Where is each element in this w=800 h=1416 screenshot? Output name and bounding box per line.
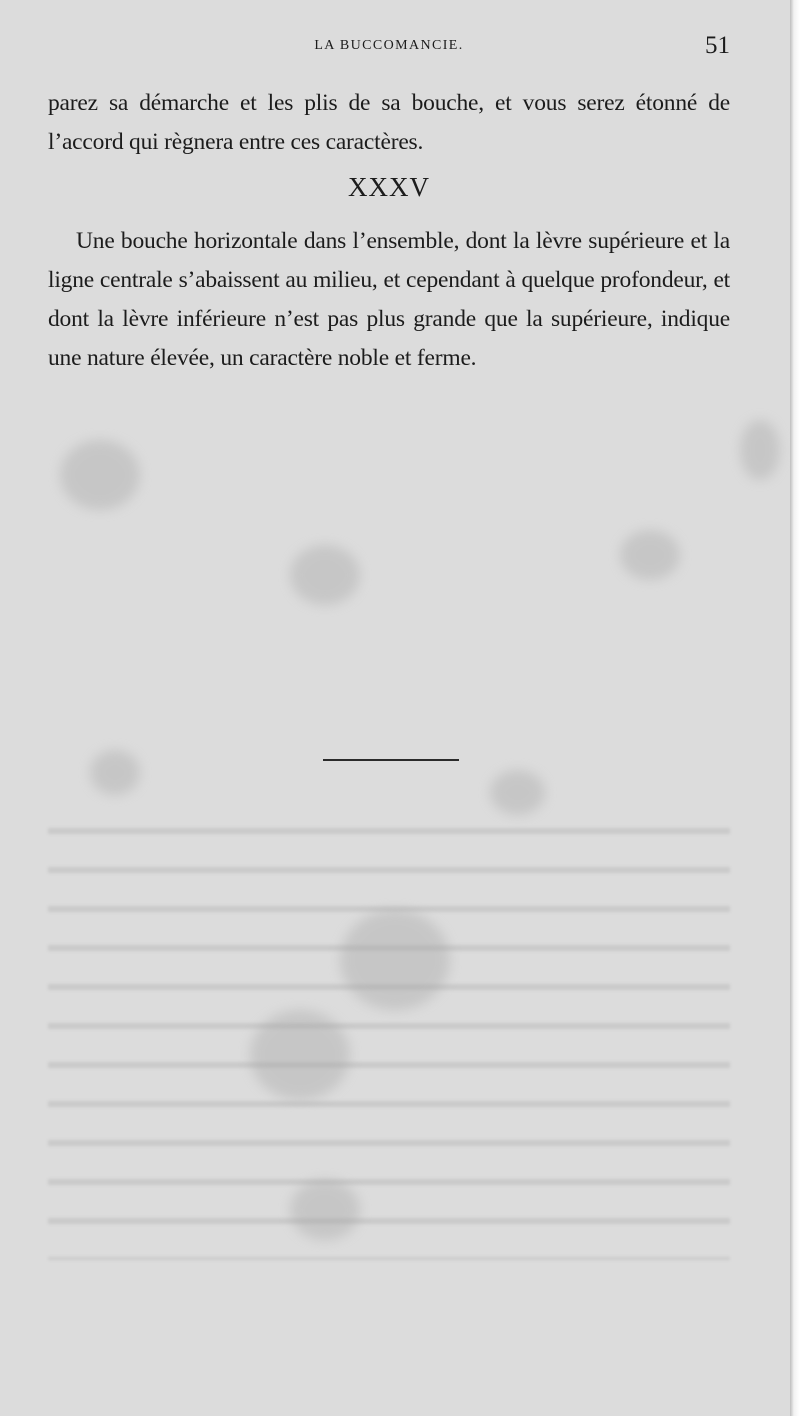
ink-blot	[740, 420, 780, 480]
page-number: 51	[705, 32, 730, 59]
paragraph-continued: parez sa démarche et les plis de sa bouche, et vous serez étonné de l’accord qui règnera entre ces caractères.	[48, 90, 730, 155]
ink-blot	[340, 910, 450, 1010]
section-paragraph: Une bouche horizontale dans l’ensemble, dont la lèvre supérieure et la ligne centrale s’abaissent au milieu, et cependant à quelque profondeur, et dont la lèvre inférieure n’est pas plus grande que la supérieure, indique une nature élevée, un caractère noble et ferme.	[48, 228, 730, 371]
ink-blot	[250, 1010, 350, 1100]
ink-blot	[60, 440, 140, 510]
page-edge	[790, 0, 800, 1416]
ink-blot	[290, 1180, 360, 1240]
ink-blot	[620, 530, 680, 580]
running-head-title: LA BUCCOMANCIE.	[314, 38, 464, 53]
ink-blot	[90, 750, 140, 795]
ink-blot	[490, 770, 545, 815]
section-heading: XXXV	[348, 172, 430, 202]
bleed-through-text	[48, 810, 730, 1260]
ink-blot	[290, 545, 360, 605]
running-head	[48, 30, 730, 66]
end-rule	[323, 759, 459, 761]
